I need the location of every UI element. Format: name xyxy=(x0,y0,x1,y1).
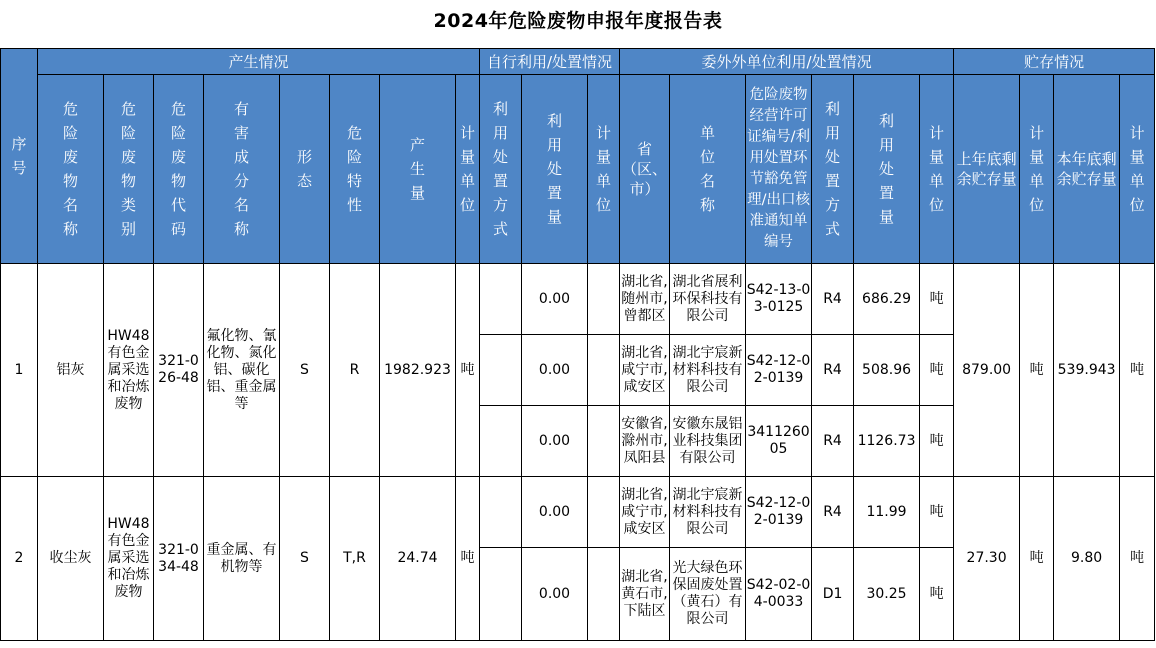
cell-curr-unit: 吨 xyxy=(1120,477,1155,641)
cell-prev-storage: 879.00 xyxy=(954,264,1020,477)
header-name: 危险废物名称 xyxy=(38,75,104,264)
group-outsource: 委外外单位利用/处置情况 xyxy=(620,49,954,75)
cell-form: S xyxy=(280,264,330,477)
table-row xyxy=(1,477,1155,548)
cell-category: HW48有色金属采选和冶炼废物 xyxy=(104,477,154,641)
cell-prev-unit: 吨 xyxy=(1020,477,1054,641)
header-property: 危险特性 xyxy=(330,75,380,264)
header-self-method: 利用处置方式 xyxy=(480,75,522,264)
cell-province: 湖北省,咸宁市,咸安区 xyxy=(620,335,670,406)
cell-company: 湖北省展利环保科技有限公司 xyxy=(670,264,746,335)
cell-company: 安徽东晟铝业科技集团有限公司 xyxy=(670,406,746,477)
cell-unit: 吨 xyxy=(456,477,480,641)
cell-self-amount: 0.00 xyxy=(522,406,588,477)
header-unit: 计量单位 xyxy=(456,75,480,264)
cell-out-unit: 吨 xyxy=(920,335,954,406)
cell-out-method: R4 xyxy=(812,406,854,477)
cell-self-unit xyxy=(588,335,620,406)
header-form: 形态 xyxy=(280,75,330,264)
cell-out-unit: 吨 xyxy=(920,477,954,548)
cell-company: 湖北宇宸新材料科技有限公司 xyxy=(670,477,746,548)
cell-self-unit xyxy=(588,548,620,641)
header-curr-unit: 计量单位 xyxy=(1120,75,1155,264)
cell-curr-unit: 吨 xyxy=(1120,264,1155,477)
cell-property: R xyxy=(330,264,380,477)
cell-prev-unit: 吨 xyxy=(1020,264,1054,477)
cell-unit: 吨 xyxy=(456,264,480,477)
cell-out-unit: 吨 xyxy=(920,264,954,335)
header-prev-unit: 计量单位 xyxy=(1020,75,1054,264)
cell-self-unit xyxy=(588,264,620,335)
cell-out-unit: 吨 xyxy=(920,548,954,641)
header-category: 危险废物类别 xyxy=(104,75,154,264)
cell-property: T,R xyxy=(330,477,380,641)
group-self-disposal: 自行利用/处置情况 xyxy=(480,49,620,75)
header-province: 省（区、市） xyxy=(620,75,670,264)
header-prev-storage: 上年底剩余贮存量 xyxy=(954,75,1020,264)
cell-self-amount: 0.00 xyxy=(522,548,588,641)
cell-self-unit xyxy=(588,406,620,477)
cell-license: S42-02-04-0033 xyxy=(746,548,812,641)
cell-waste-name: 收尘灰 xyxy=(38,477,104,641)
cell-license: S42-12-02-0139 xyxy=(746,477,812,548)
cell-out-method: R4 xyxy=(812,264,854,335)
cell-self-method xyxy=(480,264,522,335)
cell-amount: 24.74 xyxy=(380,477,456,641)
cell-self-method xyxy=(480,406,522,477)
cell-seq: 2 xyxy=(1,477,38,641)
cell-self-method xyxy=(480,335,522,406)
cell-code: 321-026-48 xyxy=(154,264,204,477)
cell-curr-storage: 9.80 xyxy=(1054,477,1120,641)
cell-out-amount: 30.25 xyxy=(854,548,920,641)
header-self-amount: 利用处置量 xyxy=(522,75,588,264)
cell-license: S42-13-03-0125 xyxy=(746,264,812,335)
cell-province: 湖北省,咸宁市,咸安区 xyxy=(620,477,670,548)
cell-out-amount: 11.99 xyxy=(854,477,920,548)
waste-report-table xyxy=(0,48,1155,641)
cell-province: 安徽省,滁州市,凤阳县 xyxy=(620,406,670,477)
cell-form: S xyxy=(280,477,330,641)
header-curr-storage: 本年底剩余贮存量 xyxy=(1054,75,1120,264)
cell-self-amount: 0.00 xyxy=(522,335,588,406)
header-amount: 产生量 xyxy=(380,75,456,264)
cell-self-unit xyxy=(588,477,620,548)
cell-category: HW48有色金属采选和冶炼废物 xyxy=(104,264,154,477)
cell-waste-name: 铝灰 xyxy=(38,264,104,477)
cell-out-unit: 吨 xyxy=(920,406,954,477)
header-out-unit: 计量单位 xyxy=(920,75,954,264)
cell-code: 321-034-48 xyxy=(154,477,204,641)
cell-amount: 1982.923 xyxy=(380,264,456,477)
cell-out-method: R4 xyxy=(812,477,854,548)
header-out-method: 利用处置方式 xyxy=(812,75,854,264)
cell-out-method: D1 xyxy=(812,548,854,641)
header-license: 危险废物经营许可证编号/利用处置环节豁免管理/出口核准通知单编号 xyxy=(746,75,812,264)
report-title: 2024年危险废物申报年度报告表 xyxy=(433,10,723,32)
cell-hazard-components: 重金属、有机物等 xyxy=(204,477,280,641)
cell-self-amount: 0.00 xyxy=(522,264,588,335)
header-seq: 序号 xyxy=(1,49,38,264)
cell-license: S42-12-02-0139 xyxy=(746,335,812,406)
table-row xyxy=(1,264,1155,335)
cell-seq: 1 xyxy=(1,264,38,477)
cell-out-amount: 1126.73 xyxy=(854,406,920,477)
cell-self-method xyxy=(480,548,522,641)
cell-company: 光大绿色环保固废处置（黄石）有限公司 xyxy=(670,548,746,641)
cell-license: 341126005 xyxy=(746,406,812,477)
cell-out-amount: 686.29 xyxy=(854,264,920,335)
group-storage: 贮存情况 xyxy=(954,49,1155,75)
cell-out-amount: 508.96 xyxy=(854,335,920,406)
cell-province: 湖北省,随州市,曾都区 xyxy=(620,264,670,335)
cell-out-method: R4 xyxy=(812,335,854,406)
cell-self-amount: 0.00 xyxy=(522,477,588,548)
cell-prev-storage: 27.30 xyxy=(954,477,1020,641)
cell-hazard-components: 氟化物、氰化物、氮化铝、碳化铝、重金属等 xyxy=(204,264,280,477)
header-company: 单位名称 xyxy=(670,75,746,264)
group-produce: 产生情况 xyxy=(38,49,480,75)
cell-province: 湖北省,黄石市,下陆区 xyxy=(620,548,670,641)
header-out-amount: 利用处置量 xyxy=(854,75,920,264)
cell-self-method xyxy=(480,477,522,548)
header-self-unit: 计量单位 xyxy=(588,75,620,264)
cell-company: 湖北宇宸新材料科技有限公司 xyxy=(670,335,746,406)
header-hazard-components: 有害成分名称 xyxy=(204,75,280,264)
cell-curr-storage: 539.943 xyxy=(1054,264,1120,477)
header-code: 危险废物代码 xyxy=(154,75,204,264)
